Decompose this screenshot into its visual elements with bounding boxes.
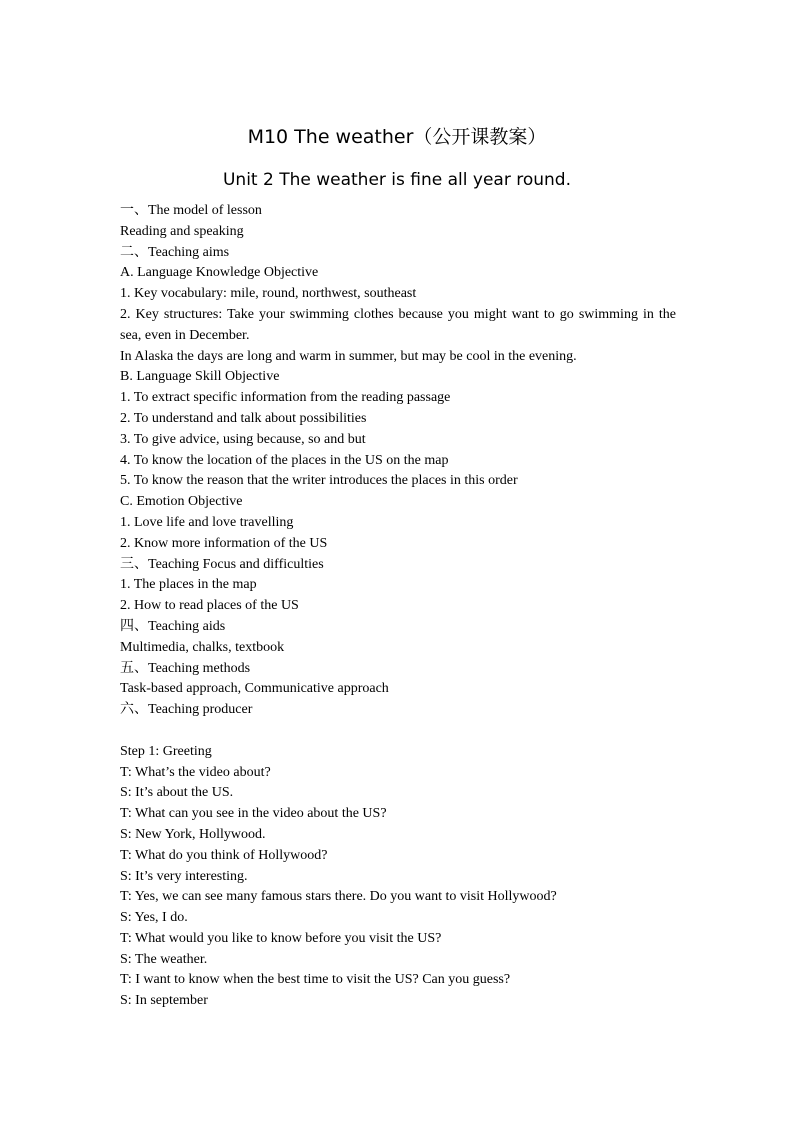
dialogue-line: S: In september (120, 993, 208, 1009)
dialogue-line: T: Yes, we can see many famous stars there. Do you want to visit Hollywood? (120, 889, 557, 905)
methods-value: Task-based approach, Communicative approach (120, 681, 389, 697)
aim-b-item-5: 5. To know the reason that the writer introduces the places in this order (120, 473, 518, 489)
model-value: Reading and speaking (120, 223, 244, 239)
section-heading-aids: 四、Teaching aids (120, 618, 226, 634)
dialogue-line: S: It’s very interesting. (120, 868, 248, 884)
section-heading-producer: 六、Teaching producer (120, 702, 253, 718)
document-body (120, 201, 676, 1012)
aim-b-item-1: 1. To extract specific information from the reading passage (120, 390, 451, 406)
step-heading: Step 1: Greeting (120, 743, 212, 759)
dialogue-line: S: New York, Hollywood. (120, 826, 266, 842)
dialogue-line: S: It’s about the US. (120, 785, 234, 801)
dialogue-line: T: What’s the video about? (120, 764, 271, 780)
aim-a-item-3: In Alaska the days are long and warm in summer, but may be cool in the evening. (120, 348, 577, 364)
aim-c-heading: C. Emotion Objective (120, 494, 243, 510)
section-heading-methods: 五、Teaching methods (120, 660, 251, 676)
aids-value: Multimedia, chalks, textbook (120, 639, 285, 655)
dialogue-line: S: Yes, I do. (120, 910, 188, 926)
page-subtitle: Unit 2 The weather is fine all year round. (222, 170, 571, 190)
aim-b-heading: B. Language Skill Objective (120, 369, 280, 385)
dialogue-line: T: I want to know when the best time to visit the US? Can you guess? (120, 972, 511, 988)
focus-item-2: 2. How to read places of the US (120, 598, 299, 614)
section-heading-model: 一、The model of lesson (120, 203, 262, 218)
dialogue-line: T: What would you like to know before you visit the US? (120, 930, 442, 946)
focus-item-1: 1. The places in the map (120, 577, 257, 593)
aim-b-item-2: 2. To understand and talk about possibilities (120, 410, 367, 426)
dialogue-line: S: The weather. (120, 951, 208, 967)
blank-line (120, 721, 676, 742)
aim-a-item-2: 2. Key structures: Take your swimming clothes because you might want to go swimming in the sea, even in December. (120, 306, 676, 343)
aim-b-item-4: 4. To know the location of the places in the US on the map (120, 452, 449, 468)
aim-b-item-3: 3. To give advice, using because, so and but (120, 431, 366, 447)
aim-c-item-1: 1. Love life and love travelling (120, 514, 294, 530)
section-heading-focus: 三、Teaching Focus and difficulties (120, 556, 324, 572)
dialogue-line: T: What can you see in the video about the US? (120, 806, 387, 822)
dialogue-line: T: What do you think of Hollywood? (120, 847, 328, 863)
aim-a-heading: A. Language Knowledge Objective (120, 265, 319, 281)
page-title: M10 The weather（公开课教案） (247, 126, 547, 148)
aim-c-item-2: 2. Know more information of the US (120, 535, 328, 551)
section-heading-aims: 二、Teaching aims (120, 244, 230, 260)
aim-a-item-1: 1. Key vocabulary: mile, round, northwest, southeast (120, 286, 417, 302)
